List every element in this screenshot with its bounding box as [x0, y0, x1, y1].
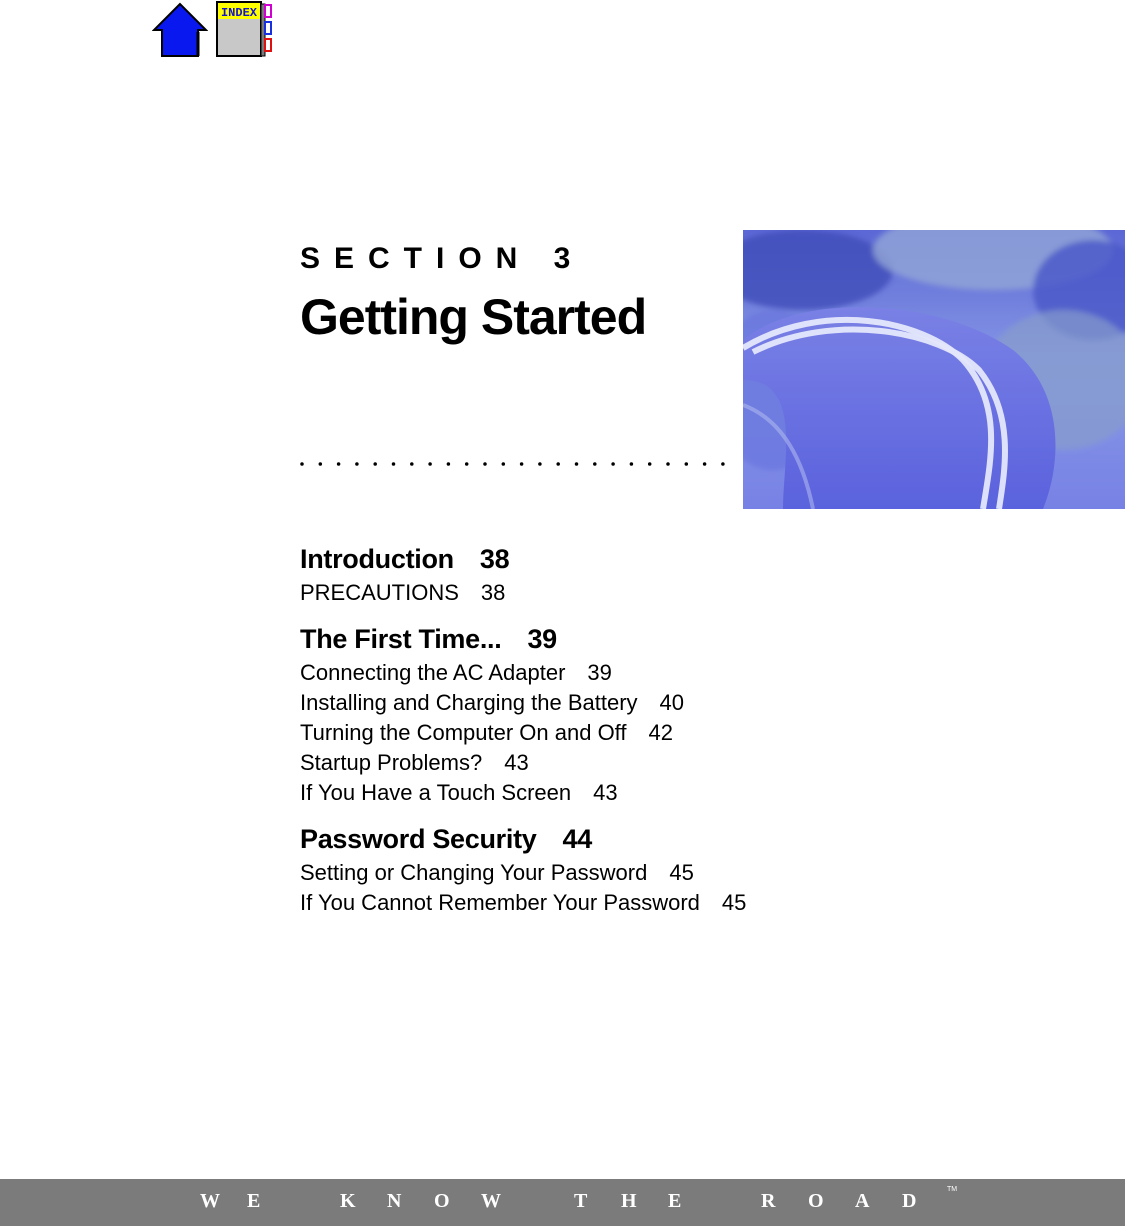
toc-item[interactable]: Startup Problems? 43 [300, 750, 529, 775]
trademark-mark: TM [947, 1186, 958, 1193]
table-of-contents [300, 540, 1000, 930]
toc-group [300, 820, 1000, 918]
toc-group [300, 620, 1000, 808]
toc-item[interactable]: PRECAUTIONS 38 [300, 580, 506, 605]
toc-heading[interactable]: The First Time... 39 [300, 624, 557, 654]
toc-group [300, 540, 1000, 608]
toc-item[interactable]: If You Have a Touch Screen 43 [300, 780, 618, 805]
dotted-divider [298, 456, 742, 470]
home-button[interactable] [152, 2, 208, 58]
index-label: INDEX [220, 6, 258, 20]
footer-slogan: W E K N O W T H E R O A D [200, 1190, 917, 1212]
toc-item[interactable]: Connecting the AC Adapter 39 [300, 660, 612, 685]
section-label: SECTION 3 [300, 242, 585, 275]
toc-heading[interactable]: Introduction 38 [300, 544, 510, 574]
toc-heading[interactable]: Password Security 44 [300, 824, 592, 854]
home-icon [152, 2, 208, 58]
toc-item[interactable]: Installing and Charging the Battery 40 [300, 690, 685, 715]
road-photo [743, 230, 1125, 509]
toc-item[interactable]: Setting or Changing Your Password 45 [300, 860, 694, 885]
index-button[interactable] [215, 0, 275, 60]
toc-item[interactable]: If You Cannot Remember Your Password 45 [300, 890, 747, 915]
page-title: Getting Started [300, 289, 647, 345]
toc-item[interactable]: Turning the Computer On and Off 42 [300, 720, 673, 745]
index-book-icon [215, 0, 275, 60]
